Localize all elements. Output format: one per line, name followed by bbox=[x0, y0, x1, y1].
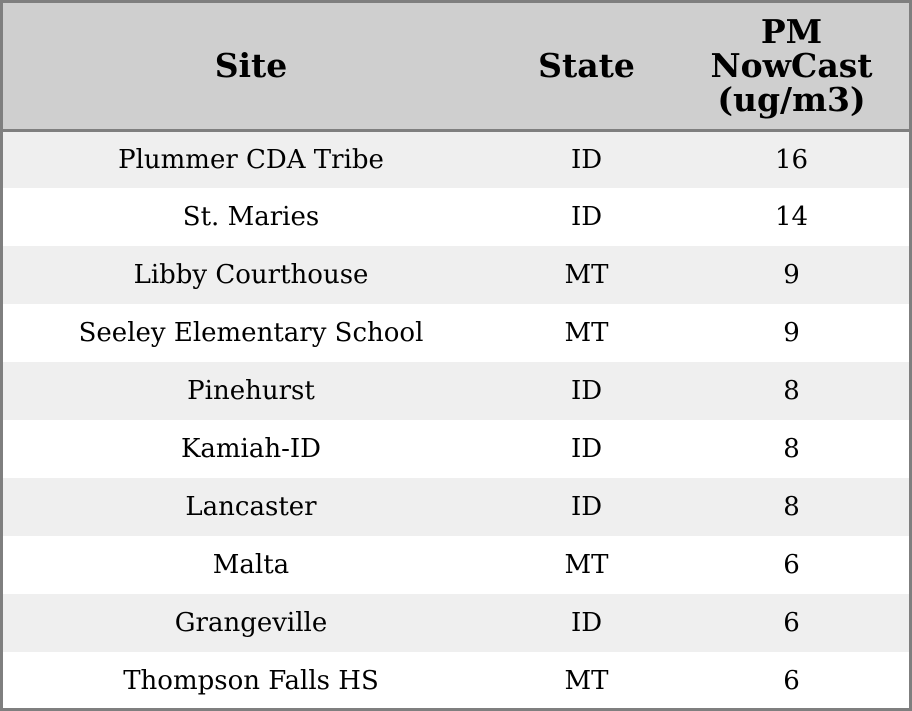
site-cell: Grangeville bbox=[174, 608, 328, 638]
pm-value-cell: 14 bbox=[774, 202, 809, 232]
state-cell: ID bbox=[570, 144, 603, 175]
state-cell: MT bbox=[564, 550, 609, 580]
data-table bbox=[3, 3, 909, 710]
table-row bbox=[3, 246, 909, 304]
pm-value-cell: 8 bbox=[783, 434, 800, 464]
table-row bbox=[3, 536, 909, 594]
site-cell: Plummer CDA Tribe bbox=[118, 144, 384, 175]
state-cell: ID bbox=[570, 202, 603, 232]
header-row bbox=[3, 3, 909, 130]
state-cell: MT bbox=[564, 318, 609, 348]
site-cell: Pinehurst bbox=[187, 376, 315, 406]
site-cell: Kamiah-ID bbox=[180, 434, 322, 464]
column-header-pm-nowcast-label: PM NowCast (ug/m3) bbox=[710, 11, 873, 119]
table-body bbox=[3, 130, 909, 710]
pm-value-cell: 8 bbox=[783, 376, 800, 406]
site-cell: Libby Courthouse bbox=[133, 260, 369, 290]
pm-value-cell: 6 bbox=[783, 550, 800, 580]
table-row bbox=[3, 188, 909, 246]
site-cell: Thompson Falls HS bbox=[123, 666, 379, 696]
state-cell: ID bbox=[570, 376, 603, 406]
state-cell: ID bbox=[570, 608, 603, 638]
site-cell: St. Maries bbox=[182, 202, 320, 232]
table-row bbox=[3, 304, 909, 362]
state-cell: ID bbox=[570, 492, 603, 522]
table-row bbox=[3, 594, 909, 652]
table-row bbox=[3, 362, 909, 420]
pm-value-cell: 6 bbox=[783, 608, 800, 638]
column-header-state: State bbox=[499, 3, 674, 130]
site-cell: Seeley Elementary School bbox=[78, 318, 424, 348]
pm-value-cell: 8 bbox=[783, 492, 800, 522]
state-cell: MT bbox=[564, 666, 609, 696]
site-cell: Malta bbox=[212, 550, 290, 580]
pm-value-cell: 6 bbox=[783, 666, 800, 696]
column-header-site: Site bbox=[3, 3, 499, 130]
site-cell: Lancaster bbox=[185, 492, 317, 522]
table-header bbox=[3, 3, 909, 130]
pm-value-cell: 16 bbox=[774, 144, 809, 175]
pm-value-cell: 9 bbox=[783, 260, 800, 290]
table-row bbox=[3, 652, 909, 710]
state-cell: ID bbox=[570, 434, 603, 464]
column-header-pm-nowcast bbox=[674, 3, 909, 130]
table-row bbox=[3, 420, 909, 478]
table-row bbox=[3, 130, 909, 188]
pm-value-cell: 9 bbox=[783, 318, 800, 348]
state-cell: MT bbox=[564, 260, 609, 290]
table-row bbox=[3, 478, 909, 536]
